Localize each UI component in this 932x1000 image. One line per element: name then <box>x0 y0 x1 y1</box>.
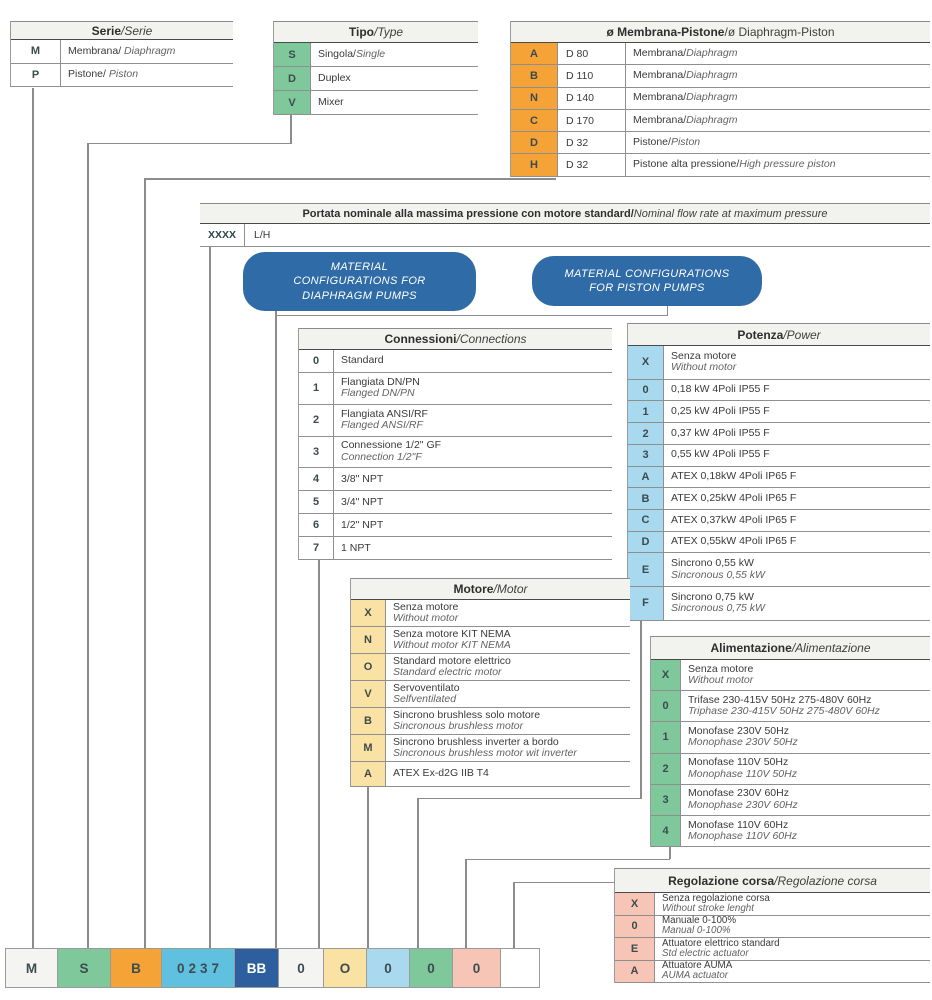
description-line: Selfventilated <box>393 693 457 705</box>
table-row-potenza-B <box>628 488 930 510</box>
connector-line <box>465 859 670 861</box>
table-header-motore <box>351 578 630 600</box>
description-cell <box>626 154 930 175</box>
code-cell: V <box>274 91 311 114</box>
size-cell: D 32 <box>558 154 626 175</box>
size-cell: D 80 <box>558 43 626 64</box>
code-cell: 1 <box>628 401 664 422</box>
description-cell <box>664 423 930 444</box>
flow-rate-header <box>200 203 930 224</box>
table-row-motore-B <box>351 708 630 735</box>
code-cell: X <box>628 346 664 379</box>
table-header-tipo <box>274 21 478 43</box>
description-line: 0,18 kW 4Poli IP55 F <box>671 383 770 396</box>
table-header-alimentazione <box>651 636 930 660</box>
connector-line <box>32 88 34 949</box>
table-row-motore-N <box>351 627 630 654</box>
description-line: 1 NPT <box>341 541 371 554</box>
description-line: Sincrono 0,75 kW <box>671 590 754 603</box>
bubble-text-line: FOR PISTON PUMPS <box>589 282 705 294</box>
code-cell: N <box>351 627 386 653</box>
description-cell <box>681 785 930 815</box>
table-row-connessioni-6 <box>299 514 612 537</box>
description-line: Flangiata ANSI/RF <box>341 407 428 420</box>
description-line: Membrana/Diaphragm <box>633 113 738 126</box>
size-cell: D 32 <box>558 132 626 153</box>
description-line: Sincronous 0,55 kW <box>671 568 765 581</box>
description-cell <box>681 754 930 784</box>
description-line: Without motor <box>688 674 754 687</box>
table-row-serie-M <box>11 40 233 64</box>
description-cell <box>334 405 612 436</box>
connector-line <box>87 143 291 145</box>
table-row-regolazione-X <box>615 893 930 916</box>
table-tipo <box>273 21 478 115</box>
description-line: Standard electric motor <box>393 666 502 678</box>
description-line: ATEX 0,18kW 4Poli IP65 F <box>671 470 797 483</box>
table-row-regolazione-0 <box>615 916 930 939</box>
code-row-filler <box>501 949 539 987</box>
code-cell: E <box>628 553 664 586</box>
table-title-it: Motore <box>453 582 494 596</box>
table-title-en: /Motor <box>493 582 528 596</box>
table-row-connessioni-7 <box>299 537 612 560</box>
code-cell: X <box>651 660 681 690</box>
table-row-motore-M <box>351 735 630 762</box>
table-row-alimentazione-1 <box>651 722 930 753</box>
code-box-1: M <box>6 949 58 987</box>
table-row-connessioni-3 <box>299 437 612 469</box>
description-cell <box>664 532 930 553</box>
bubble-text-line: CONFIGURATIONS FOR <box>293 275 426 288</box>
code-cell: D <box>628 532 664 553</box>
description-cell <box>664 346 930 379</box>
description-line: Sincronous brushless motor <box>393 720 524 732</box>
description-line: Senza motore <box>393 600 459 613</box>
description-cell <box>626 43 930 64</box>
table-header-connessioni <box>299 328 612 350</box>
bubble-piston-materials <box>532 256 762 306</box>
table-title-en: /Regolazione corsa <box>774 873 877 888</box>
table-row-alimentazione-2 <box>651 754 930 785</box>
table-row-potenza-1 <box>628 401 930 423</box>
description-line: Flanged ANSI/RF <box>341 419 423 432</box>
table-row-motore-O <box>351 654 630 681</box>
table-row-motore-X <box>351 600 630 627</box>
table-title-en: /Serie <box>121 23 153 38</box>
description-line: Singola/Single <box>318 47 386 60</box>
description-cell <box>626 65 930 86</box>
code-cell: M <box>351 735 386 761</box>
description-line: Pistone alta pressione/High pressure piston <box>633 158 836 171</box>
description-line: Senza motore <box>688 662 754 675</box>
description-line: 3/8" NPT <box>341 472 384 485</box>
description-cell <box>681 691 930 721</box>
description-line: Servoventilato <box>393 681 460 694</box>
description-cell <box>655 938 930 960</box>
table-row-tipo-D <box>274 67 478 91</box>
table-membrana-pistone <box>510 21 930 177</box>
code-cell: O <box>351 654 386 680</box>
description-line: Without motor <box>393 612 459 624</box>
table-row-potenza-0 <box>628 380 930 402</box>
size-cell: D 170 <box>558 110 626 131</box>
connector-line <box>87 143 89 949</box>
table-row-connessioni-5 <box>299 491 612 514</box>
table-title-en: /Alimentazione <box>791 641 871 655</box>
code-box-7: O <box>324 949 367 987</box>
description-line: Sincronous brushless motor wit inverter <box>393 747 577 759</box>
code-cell: 5 <box>299 491 334 513</box>
description-line: AUMA actuator <box>662 970 729 982</box>
code-cell: C <box>628 510 664 531</box>
table-potenza <box>627 323 930 621</box>
code-box-6: 0 <box>279 949 324 987</box>
code-box-8: 0 <box>367 949 410 987</box>
table-row-potenza-D <box>628 532 930 554</box>
description-line: Duplex <box>318 71 351 84</box>
table-header-membrana <box>511 21 930 43</box>
description-line: Standard <box>341 354 384 367</box>
description-cell <box>386 681 630 707</box>
code-box-9: 0 <box>410 949 453 987</box>
table-title-en: /ø Diaphragm-Piston <box>724 25 835 39</box>
table-title-it: Alimentazione <box>710 641 792 655</box>
description-line: Triphase 230-415V 50Hz 275-480V 60Hz <box>688 705 880 718</box>
connector-line <box>465 859 467 949</box>
description-cell <box>386 654 630 680</box>
table-title-it: Regolazione corsa <box>668 873 775 888</box>
code-cell: X <box>351 600 386 626</box>
description-line: Sincrono 0,55 kW <box>671 557 754 570</box>
connector-line <box>513 882 616 884</box>
description-cell <box>61 64 233 87</box>
description-cell <box>334 468 612 490</box>
table-row-motore-A <box>351 762 630 787</box>
table-row-connessioni-2 <box>299 405 612 437</box>
description-cell <box>655 893 930 915</box>
flow-rate-row <box>200 224 930 247</box>
description-cell <box>681 816 930 846</box>
table-row-regolazione-A <box>615 961 930 984</box>
description-cell <box>626 132 930 153</box>
description-cell <box>655 961 930 983</box>
code-cell: D <box>274 67 311 90</box>
description-cell <box>386 735 630 761</box>
connector-line <box>144 178 146 949</box>
table-row-regolazione-E <box>615 938 930 961</box>
table-row-potenza-F <box>628 587 930 621</box>
table-serie <box>10 21 233 87</box>
table-alimentazione <box>650 636 930 847</box>
description-cell <box>664 467 930 488</box>
flow-rate-unit: L/H <box>254 229 271 241</box>
table-row-connessioni-4 <box>299 468 612 491</box>
table-regolazione-corsa <box>614 868 930 983</box>
description-line: Std electric actuator <box>662 947 749 959</box>
description-line: Sincronous 0,75 kW <box>671 602 765 615</box>
code-cell: X <box>615 893 655 915</box>
bubble-text-line: DIAPHRAGM PUMPS <box>302 289 417 302</box>
connector-line <box>513 882 515 949</box>
table-header-regolazione <box>615 868 930 893</box>
table-header-potenza <box>628 323 930 346</box>
size-cell: D 110 <box>558 65 626 86</box>
description-line: Monophase 110V 50Hz <box>688 767 797 780</box>
code-cell: E <box>615 938 655 960</box>
table-title-en: /Type <box>373 25 404 39</box>
description-line: Connessione 1/2" GF <box>341 439 442 452</box>
code-cell: A <box>628 467 664 488</box>
description-line: Flangiata DN/PN <box>341 375 420 388</box>
code-cell: M <box>11 40 61 63</box>
code-cell: 3 <box>651 785 681 815</box>
code-cell: V <box>351 681 386 707</box>
description-line: Membrana/Diaphragm <box>633 46 738 59</box>
code-cell: N <box>511 88 558 109</box>
description-line: ATEX 0,25kW 4Poli IP65 F <box>671 491 797 504</box>
description-cell <box>664 488 930 509</box>
description-line: Manual 0-100% <box>662 925 731 937</box>
flow-rate-code-cell: XXXX <box>200 224 245 246</box>
code-cell: 2 <box>299 405 334 436</box>
code-cell: C <box>511 110 558 131</box>
description-cell <box>664 587 930 620</box>
description-cell <box>681 660 930 690</box>
table-row-serie-P <box>11 64 233 88</box>
description-cell <box>664 445 930 466</box>
description-line: 1/2" NPT <box>341 518 384 531</box>
description-line: Monophase 230V 60Hz <box>688 798 798 811</box>
table-title-it: ø Membrana-Pistone <box>606 25 725 39</box>
description-line: Monofase 230V 50Hz <box>688 724 789 737</box>
table-row-potenza-C <box>628 510 930 532</box>
table-row-tipo-V <box>274 91 478 115</box>
code-box-4: 0237 <box>162 949 235 987</box>
code-box-3: B <box>111 949 162 987</box>
code-cell: 4 <box>651 816 681 846</box>
description-cell <box>311 91 478 114</box>
table-title-it: Serie <box>91 23 121 38</box>
code-cell: B <box>351 708 386 734</box>
description-cell <box>386 708 630 734</box>
table-row-connessioni-0 <box>299 350 612 373</box>
description-line: Trifase 230-415V 50Hz 275-480V 60Hz <box>688 693 872 706</box>
description-line: Pistone/Piston <box>633 136 701 149</box>
code-cell: A <box>511 43 558 64</box>
description-cell <box>664 510 930 531</box>
code-cell: 1 <box>299 373 334 404</box>
description-cell <box>334 437 612 468</box>
description-line: Flanged DN/PN <box>341 387 415 400</box>
description-line: Monofase 230V 60Hz <box>688 787 789 800</box>
description-line: Membrana/Diaphragm <box>633 69 738 82</box>
table-row-membrana-C <box>511 110 930 132</box>
code-cell: H <box>511 154 558 175</box>
description-line: 3/4" NPT <box>341 495 384 508</box>
description-line: Sincrono brushless inverter a bordo <box>393 735 559 748</box>
description-line: Attuatore elettrico standard <box>662 937 780 949</box>
description-line: Pistone/ Piston <box>68 68 139 80</box>
code-cell: B <box>628 488 664 509</box>
table-connessioni <box>298 328 612 560</box>
description-cell <box>626 88 930 109</box>
connector-line <box>640 590 642 799</box>
table-row-tipo-S <box>274 43 478 67</box>
bubble-text-line: MATERIAL CONFIGURATIONS <box>564 267 730 280</box>
description-line: ATEX Ex-d2G IIB T4 <box>393 767 489 780</box>
code-box-2: S <box>58 949 111 987</box>
description-cell <box>664 553 930 586</box>
size-cell: D 140 <box>558 88 626 109</box>
table-row-potenza-3 <box>628 445 930 467</box>
description-line: Senza motore <box>671 349 737 362</box>
code-box-5: BB <box>235 949 279 987</box>
table-header-serie <box>11 21 233 40</box>
description-line: Monofase 110V 50Hz <box>688 756 789 769</box>
description-cell <box>681 722 930 752</box>
flow-rate-header-it: Portata nominale alla massima pressione con motore standard/ <box>302 207 634 220</box>
table-row-motore-V <box>351 681 630 708</box>
code-cell: 0 <box>299 350 334 372</box>
table-row-alimentazione-X <box>651 660 930 691</box>
table-row-potenza-2 <box>628 423 930 445</box>
code-cell: S <box>274 43 311 66</box>
table-title-en: /Power <box>783 327 821 342</box>
description-cell <box>386 762 630 786</box>
description-line: Monofase 110V 60Hz <box>688 818 789 831</box>
code-cell: B <box>511 65 558 86</box>
code-cell: 4 <box>299 468 334 490</box>
flow-rate-header-en: Nominal flow rate at maximum pressure <box>633 207 828 220</box>
table-title-en: /Connections <box>456 332 527 346</box>
table-row-membrana-H <box>511 154 930 176</box>
model-code-row <box>5 948 540 988</box>
bubble-diaphragm-materials <box>243 252 476 311</box>
bubble-text-line: MATERIAL <box>330 260 389 273</box>
description-cell <box>655 916 930 938</box>
description-line: Standard motore elettrico <box>393 654 511 667</box>
description-cell <box>386 627 630 653</box>
description-cell <box>664 401 930 422</box>
code-cell: 2 <box>628 423 664 444</box>
description-cell <box>386 600 630 626</box>
table-row-alimentazione-0 <box>651 691 930 722</box>
description-cell <box>626 110 930 131</box>
description-line: 0,25 kW 4Poli IP55 F <box>671 405 770 418</box>
code-cell: 6 <box>299 514 334 536</box>
description-cell <box>61 40 233 63</box>
description-line: Monophase 110V 60Hz <box>688 830 797 843</box>
table-row-potenza-E <box>628 553 930 587</box>
code-cell: 0 <box>628 380 664 401</box>
description-cell <box>334 491 612 513</box>
table-row-membrana-A <box>511 43 930 65</box>
description-line: Connection 1/2"F <box>341 450 422 463</box>
connector-line <box>417 798 641 800</box>
description-cell <box>311 67 478 90</box>
connector-line <box>275 315 668 317</box>
code-cell: A <box>351 762 386 786</box>
description-line: ATEX 0,55kW 4Poli IP65 F <box>671 535 797 548</box>
code-cell: 1 <box>651 722 681 752</box>
description-line: Manuale 0-100% <box>662 915 737 927</box>
description-line: 0,37 kW 4Poli IP55 F <box>671 426 770 439</box>
description-cell <box>334 373 612 404</box>
description-line: ATEX 0,37kW 4Poli IP65 F <box>671 513 797 526</box>
description-line: Membrana/Diaphragm <box>633 91 738 104</box>
code-cell: 7 <box>299 537 334 559</box>
description-line: Senza motore KIT NEMA <box>393 627 511 640</box>
table-title-it: Tipo <box>348 25 374 39</box>
code-cell: 3 <box>628 445 664 466</box>
description-line: Membrana/ Diaphragm <box>68 44 176 57</box>
connector-line <box>318 520 320 949</box>
description-cell <box>664 380 930 401</box>
connector-line <box>209 230 211 949</box>
table-row-potenza-A <box>628 467 930 489</box>
description-line: 0,55 kW 4Poli IP55 F <box>671 448 770 461</box>
table-title-it: Connessioni <box>384 332 457 346</box>
code-cell: 0 <box>651 691 681 721</box>
table-row-membrana-N <box>511 88 930 110</box>
connector-line <box>144 178 556 180</box>
code-cell: 0 <box>615 916 655 938</box>
description-cell <box>334 514 612 536</box>
description-line: Without motor KIT NEMA <box>393 639 511 651</box>
description-line: Monophase 230V 50Hz <box>688 736 798 749</box>
description-line: Senza regolazione corsa <box>662 892 770 904</box>
description-cell <box>311 43 478 66</box>
code-cell: A <box>615 961 655 983</box>
code-cell: P <box>11 64 61 87</box>
table-row-alimentazione-3 <box>651 785 930 816</box>
description-line: Without motor <box>671 361 737 374</box>
table-row-membrana-D <box>511 132 930 154</box>
connector-line <box>417 798 419 949</box>
table-row-membrana-B <box>511 65 930 87</box>
description-line: Without stroke lenght <box>662 902 754 914</box>
code-cell: 2 <box>651 754 681 784</box>
code-cell: 3 <box>299 437 334 468</box>
description-cell <box>334 350 612 372</box>
table-row-alimentazione-4 <box>651 816 930 847</box>
code-box-10: 0 <box>453 949 501 987</box>
connector-line <box>275 315 277 949</box>
description-line: Mixer <box>318 95 344 108</box>
table-motore <box>350 578 630 787</box>
description-line: Sincrono brushless solo motore <box>393 708 541 721</box>
table-title-it: Potenza <box>737 327 784 342</box>
table-row-potenza-X <box>628 346 930 380</box>
table-row-connessioni-1 <box>299 373 612 405</box>
code-cell: F <box>628 587 664 620</box>
description-cell <box>334 537 612 559</box>
code-cell: D <box>511 132 558 153</box>
description-line: Attuatore AUMA <box>662 960 733 972</box>
